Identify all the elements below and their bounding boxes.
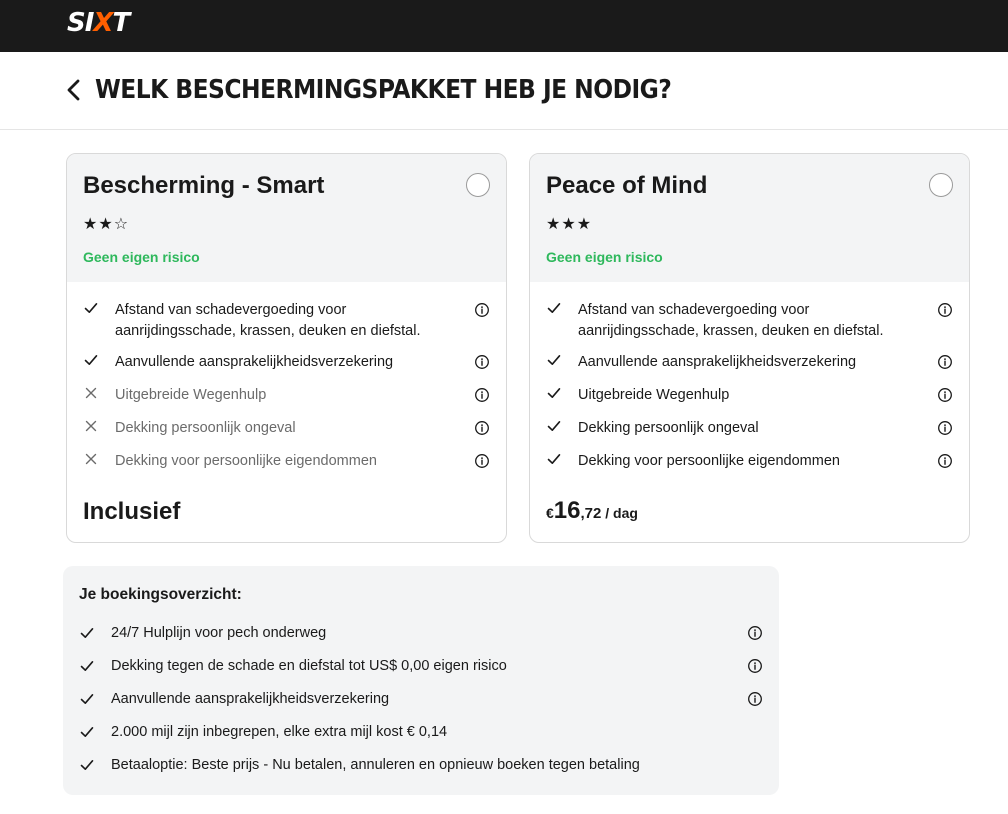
included-marker (79, 691, 95, 707)
check-icon (546, 418, 562, 434)
info-icon[interactable] (474, 387, 490, 403)
feature-text: Aanvullende aansprakelijkheidsverzekering (115, 354, 394, 370)
info-icon[interactable] (937, 387, 953, 403)
summary-item (63, 656, 779, 676)
package-radio-button[interactable] (466, 173, 490, 197)
feature-text: Afstand van schadevergoeding voor aanrijdingsschade, krassen, deuken en diefstal. (115, 302, 421, 339)
star-rating: ★★★ (546, 214, 593, 233)
card-header (530, 154, 969, 282)
info-icon[interactable] (937, 453, 953, 469)
logo-part-b: T (112, 8, 130, 38)
card-title: Peace of Mind (546, 172, 708, 199)
info-icon[interactable] (747, 658, 763, 674)
package-card-smart[interactable] (66, 153, 507, 543)
price-per-day (546, 497, 638, 525)
page-title: WELK BESCHERMINGSPAKKET HEB JE NODIG? (95, 75, 672, 105)
card-title: Bescherming - Smart (83, 172, 325, 199)
included-marker (546, 451, 562, 467)
page-header (0, 52, 1008, 130)
included-marker (79, 757, 95, 773)
card-header (67, 154, 506, 282)
check-icon (79, 724, 95, 740)
feature-text: Aanvullende aansprakelijkheidsverzekering (578, 354, 857, 370)
summary-item (63, 755, 779, 775)
info-icon[interactable] (937, 354, 953, 370)
info-icon[interactable] (747, 625, 763, 641)
included-marker (546, 352, 562, 368)
check-icon (83, 352, 99, 368)
cross-icon (83, 385, 99, 401)
feature-text: Uitgebreide Wegenhulp (115, 387, 267, 403)
top-navigation-bar (0, 0, 1008, 52)
no-deductible-badge: Geen eigen risico (546, 249, 663, 265)
check-icon (546, 451, 562, 467)
excluded-marker (83, 418, 99, 434)
info-icon[interactable] (937, 420, 953, 436)
excluded-marker (83, 451, 99, 467)
check-icon (79, 757, 95, 773)
included-marker (79, 724, 95, 740)
feature-text: Uitgebreide Wegenhulp (578, 387, 730, 403)
info-icon[interactable] (937, 302, 953, 318)
no-deductible-badge: Geen eigen risico (83, 249, 200, 265)
booking-summary (63, 566, 779, 795)
back-button[interactable] (62, 78, 86, 102)
feature-text: Afstand van schadevergoeding voor aanrijdingsschade, krassen, deuken en diefstal. (578, 302, 884, 339)
package-radio-button[interactable] (929, 173, 953, 197)
price-label: Inclusief (83, 498, 181, 525)
summary-item-text: Betaaloptie: Beste prijs - Nu betalen, annuleren en opnieuw boeken tegen betaling (111, 757, 640, 773)
summary-item-text: Dekking tegen de schade en diefstal tot US$ 0,00 eigen risico (111, 658, 507, 674)
price-decimal: ,72 (580, 505, 602, 522)
info-icon[interactable] (474, 302, 490, 318)
check-icon (83, 300, 99, 316)
included-marker (79, 625, 95, 641)
feature-text: Dekking persoonlijk ongeval (115, 420, 296, 436)
summary-item-text: Aanvullende aansprakelijkheidsverzekering (111, 691, 390, 707)
summary-item (63, 623, 779, 643)
included-marker (546, 300, 562, 316)
price-currency: € (546, 505, 554, 521)
summary-title: Je boekingsoverzicht: (79, 586, 242, 603)
feature-text: Dekking persoonlijk ongeval (578, 420, 759, 436)
logo-part-x: X (93, 8, 113, 38)
star-rating: ★★☆ (83, 214, 130, 233)
summary-item (63, 722, 779, 742)
check-icon (546, 385, 562, 401)
price-integer: 16 (553, 497, 581, 524)
feature-text: Dekking voor persoonlijke eigendommen (578, 453, 840, 469)
sixt-logo[interactable] (67, 8, 129, 38)
logo-part-a: SI (67, 8, 94, 38)
check-icon (79, 691, 95, 707)
price-period: / dag (601, 505, 638, 521)
info-icon[interactable] (474, 453, 490, 469)
excluded-marker (83, 385, 99, 401)
included-marker (83, 300, 99, 316)
included-marker (83, 352, 99, 368)
info-icon[interactable] (474, 354, 490, 370)
summary-item-text: 24/7 Hulplijn voor pech onderweg (111, 625, 327, 641)
summary-item (63, 689, 779, 709)
summary-item-text: 2.000 mijl zijn inbegrepen, elke extra mijl kost € 0,14 (111, 724, 448, 740)
included-marker (79, 658, 95, 674)
cross-icon (83, 451, 99, 467)
package-card-peace-of-mind[interactable] (529, 153, 970, 543)
included-marker (546, 385, 562, 401)
feature-text: Dekking voor persoonlijke eigendommen (115, 453, 377, 469)
cross-icon (83, 418, 99, 434)
info-icon[interactable] (747, 691, 763, 707)
check-icon (79, 625, 95, 641)
chevron-left-icon (62, 78, 86, 102)
info-icon[interactable] (474, 420, 490, 436)
check-icon (546, 300, 562, 316)
check-icon (546, 352, 562, 368)
check-icon (79, 658, 95, 674)
included-marker (546, 418, 562, 434)
